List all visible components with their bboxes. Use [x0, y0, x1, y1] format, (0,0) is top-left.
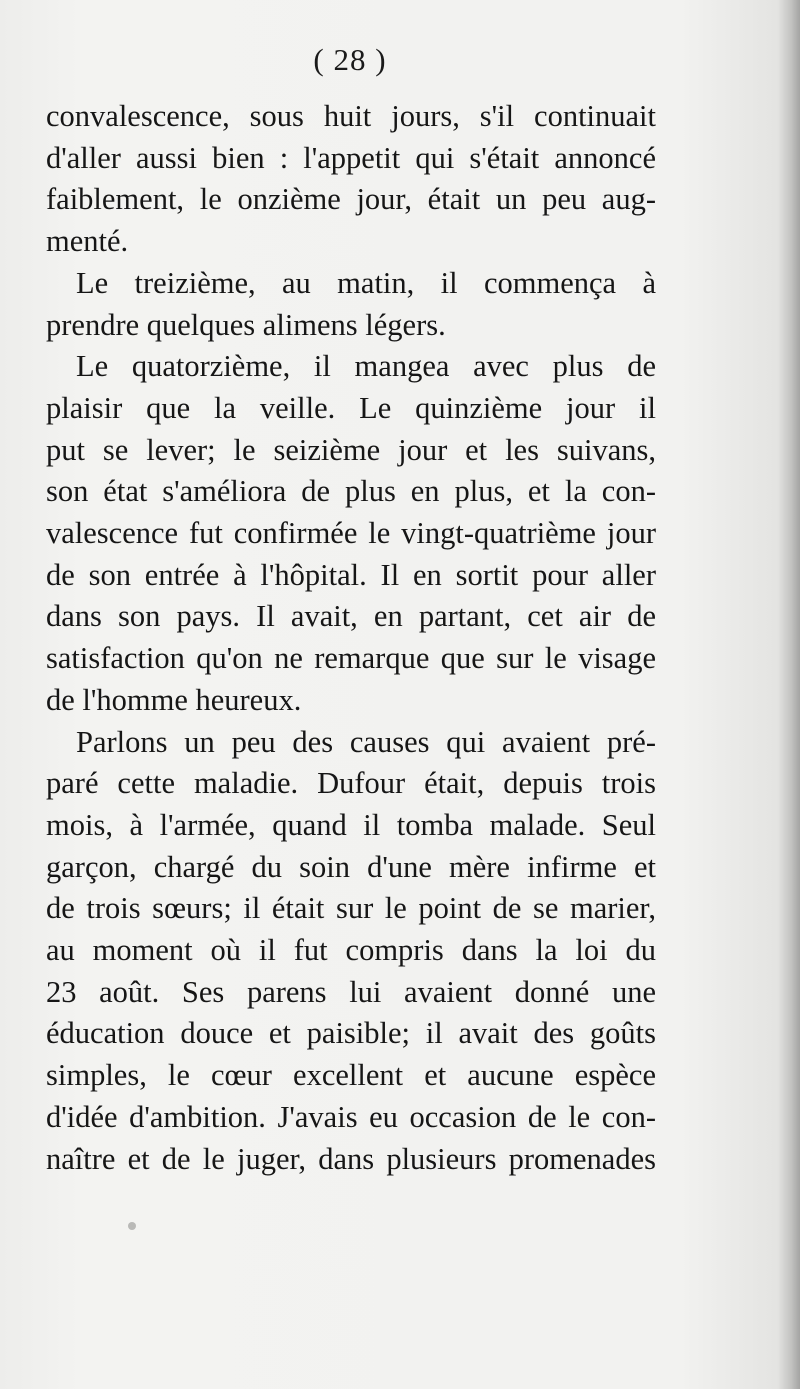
paragraph-3-end [46, 680, 656, 722]
paragraph-4-body [46, 1055, 656, 1097]
text-line: valescence fut confirmée le vingt-quatrième jour [46, 516, 656, 551]
text-line: garçon, chargé du soin d'une mère infirme et [46, 849, 656, 884]
text-line: au moment où il fut compris dans la loi du [46, 933, 656, 968]
text-line: put se lever; le seizième jour et les suivans, [46, 432, 656, 467]
paragraph-2-end [46, 305, 656, 347]
paragraph-3-body [46, 596, 656, 638]
paragraph-3-body [46, 430, 656, 472]
text-line: d'idée d'ambition. J'avais eu occasion de le con- [46, 1099, 656, 1134]
paragraph-4-body [46, 847, 656, 889]
paragraph-3-body [46, 555, 656, 597]
paragraph-4-body [46, 1097, 656, 1139]
paragraph-4 [46, 722, 656, 764]
paragraph-4-body [46, 763, 656, 805]
text-line: Parlons un peu des causes qui avaient pré- [76, 724, 656, 759]
text-line: dans son pays. Il avait, en partant, cet air de [46, 599, 656, 634]
text-line: de son entrée à l'hôpital. Il en sortit pour aller [46, 557, 656, 592]
paragraph-4-body [46, 805, 656, 847]
text-line: de l'homme heureux. [46, 682, 302, 717]
paragraph-3-body [46, 388, 656, 430]
text-line: convalescence, sous huit jours, s'il continuait [46, 99, 656, 133]
text-line: faiblement, le onzième jour, était un peu aug- [46, 182, 656, 217]
paragraph-2 [46, 263, 656, 305]
text-line: simples, le cœur excellent et aucune espèce [46, 1058, 656, 1093]
text-line: 23 août. Ses parens lui avaient donné une [46, 974, 656, 1009]
paragraph-3-body [46, 513, 656, 555]
text-line: son état s'améliora de plus en plus, et la con- [46, 474, 656, 509]
paragraph-4-body [46, 888, 656, 930]
text-line: prendre quelques alimens légers. [46, 307, 446, 342]
paragraph-1 [46, 96, 656, 221]
paragraph-3 [46, 346, 656, 388]
text-line: mois, à l'armée, quand il tomba malade. Seul [46, 807, 656, 842]
paragraph-4-body [46, 1013, 656, 1055]
paragraph-1-end [46, 221, 656, 263]
text-line: éducation douce et paisible; il avait des goûts [46, 1016, 656, 1051]
page-body [46, 96, 656, 1180]
text-line: menté. [46, 224, 129, 259]
text-line: plaisir que la veille. Le quinzième jour il [46, 390, 656, 425]
text-line: de trois sœurs; il était sur le point de se marier, [46, 891, 656, 926]
paragraph-3-body [46, 471, 656, 513]
text-line: paré cette maladie. Dufour était, depuis trois [46, 766, 656, 801]
text-line: naître et de le juger, dans plusieurs promenades [46, 1141, 656, 1176]
paragraph-4-body [46, 1139, 656, 1181]
text-line: Le quatorzième, il mangea avec plus de [76, 349, 656, 384]
text-line: Le treizième, au matin, il commença à [76, 265, 656, 300]
paragraph-4-body [46, 930, 656, 972]
page-spine-shadow [778, 0, 800, 1389]
text-line: satisfaction qu'on ne remarque que sur le visage [46, 641, 656, 676]
text-line: d'aller aussi bien : l'appetit qui s'était annoncé [46, 140, 656, 175]
paragraph-4-body [46, 972, 656, 1014]
page-number: ( 28 ) [313, 42, 387, 77]
paragraph-3-body [46, 638, 656, 680]
ink-smudge [128, 1222, 136, 1230]
